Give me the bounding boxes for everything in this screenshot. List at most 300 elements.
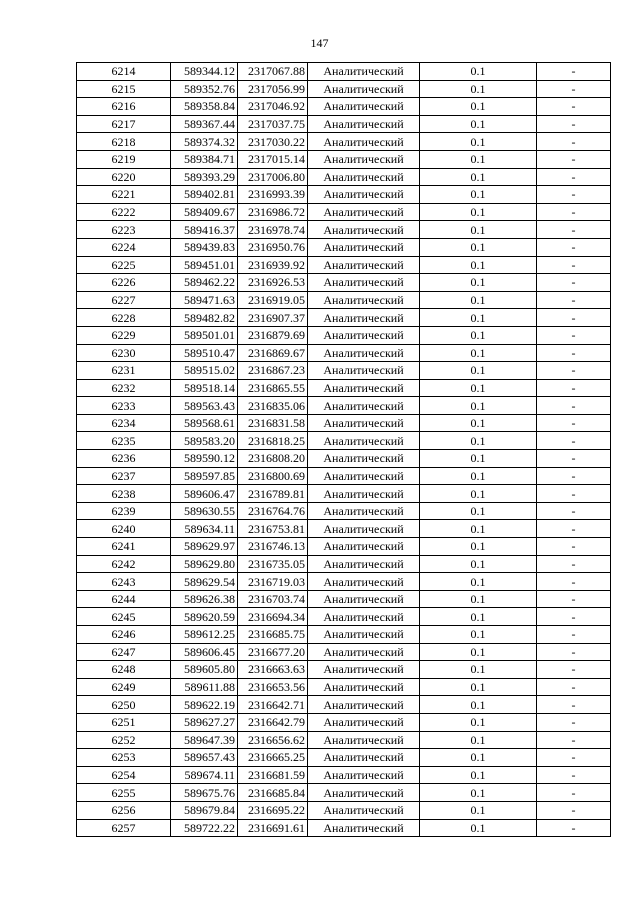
x-coordinate-cell: 589675.76 xyxy=(171,784,238,802)
point-number-cell: 6235 xyxy=(77,432,171,450)
method-cell: Аналитический xyxy=(308,819,420,837)
y-coordinate-cell: 2316800.69 xyxy=(238,467,308,485)
coordinates-table xyxy=(76,62,611,837)
note-cell: - xyxy=(537,626,611,644)
point-number-cell: 6219 xyxy=(77,150,171,168)
note-cell: - xyxy=(537,203,611,221)
point-number-cell: 6218 xyxy=(77,133,171,151)
y-coordinate-cell: 2317067.88 xyxy=(238,63,308,81)
method-cell: Аналитический xyxy=(308,309,420,327)
method-cell: Аналитический xyxy=(308,749,420,767)
x-coordinate-cell: 589626.38 xyxy=(171,590,238,608)
y-coordinate-cell: 2316835.06 xyxy=(238,397,308,415)
point-number-cell: 6217 xyxy=(77,115,171,133)
x-coordinate-cell: 589358.84 xyxy=(171,98,238,116)
table-row xyxy=(77,502,611,520)
table-row xyxy=(77,801,611,819)
method-cell: Аналитический xyxy=(308,713,420,731)
method-cell: Аналитический xyxy=(308,731,420,749)
point-number-cell: 6215 xyxy=(77,80,171,98)
note-cell: - xyxy=(537,538,611,556)
table-row xyxy=(77,256,611,274)
accuracy-cell: 0.1 xyxy=(420,538,537,556)
table-row xyxy=(77,590,611,608)
x-coordinate-cell: 589367.44 xyxy=(171,115,238,133)
y-coordinate-cell: 2316746.13 xyxy=(238,538,308,556)
x-coordinate-cell: 589451.01 xyxy=(171,256,238,274)
x-coordinate-cell: 589563.43 xyxy=(171,397,238,415)
accuracy-cell: 0.1 xyxy=(420,80,537,98)
method-cell: Аналитический xyxy=(308,626,420,644)
method-cell: Аналитический xyxy=(308,80,420,98)
method-cell: Аналитический xyxy=(308,801,420,819)
note-cell: - xyxy=(537,467,611,485)
note-cell: - xyxy=(537,608,611,626)
y-coordinate-cell: 2316753.81 xyxy=(238,520,308,538)
note-cell: - xyxy=(537,784,611,802)
note-cell: - xyxy=(537,819,611,837)
y-coordinate-cell: 2316656.62 xyxy=(238,731,308,749)
note-cell: - xyxy=(537,590,611,608)
table-row xyxy=(77,326,611,344)
x-coordinate-cell: 589518.14 xyxy=(171,379,238,397)
y-coordinate-cell: 2316869.67 xyxy=(238,344,308,362)
y-coordinate-cell: 2316764.76 xyxy=(238,502,308,520)
method-cell: Аналитический xyxy=(308,203,420,221)
note-cell: - xyxy=(537,432,611,450)
accuracy-cell: 0.1 xyxy=(420,608,537,626)
x-coordinate-cell: 589402.81 xyxy=(171,186,238,204)
accuracy-cell: 0.1 xyxy=(420,150,537,168)
table-row xyxy=(77,63,611,81)
point-number-cell: 6220 xyxy=(77,168,171,186)
method-cell: Аналитический xyxy=(308,362,420,380)
point-number-cell: 6243 xyxy=(77,573,171,591)
accuracy-cell: 0.1 xyxy=(420,801,537,819)
method-cell: Аналитический xyxy=(308,344,420,362)
table-row xyxy=(77,819,611,837)
y-coordinate-cell: 2316993.39 xyxy=(238,186,308,204)
accuracy-cell: 0.1 xyxy=(420,643,537,661)
note-cell: - xyxy=(537,696,611,714)
accuracy-cell: 0.1 xyxy=(420,819,537,837)
method-cell: Аналитический xyxy=(308,573,420,591)
x-coordinate-cell: 589657.43 xyxy=(171,749,238,767)
table-row xyxy=(77,678,611,696)
y-coordinate-cell: 2316691.61 xyxy=(238,819,308,837)
table-row xyxy=(77,238,611,256)
method-cell: Аналитический xyxy=(308,485,420,503)
method-cell: Аналитический xyxy=(308,238,420,256)
x-coordinate-cell: 589611.88 xyxy=(171,678,238,696)
point-number-cell: 6247 xyxy=(77,643,171,661)
accuracy-cell: 0.1 xyxy=(420,63,537,81)
point-number-cell: 6240 xyxy=(77,520,171,538)
y-coordinate-cell: 2316879.69 xyxy=(238,326,308,344)
method-cell: Аналитический xyxy=(308,590,420,608)
note-cell: - xyxy=(537,98,611,116)
point-number-cell: 6248 xyxy=(77,661,171,679)
x-coordinate-cell: 589482.82 xyxy=(171,309,238,327)
y-coordinate-cell: 2316677.20 xyxy=(238,643,308,661)
y-coordinate-cell: 2316818.25 xyxy=(238,432,308,450)
accuracy-cell: 0.1 xyxy=(420,115,537,133)
point-number-cell: 6236 xyxy=(77,450,171,468)
accuracy-cell: 0.1 xyxy=(420,766,537,784)
x-coordinate-cell: 589629.80 xyxy=(171,555,238,573)
accuracy-cell: 0.1 xyxy=(420,713,537,731)
note-cell: - xyxy=(537,326,611,344)
point-number-cell: 6245 xyxy=(77,608,171,626)
y-coordinate-cell: 2316685.75 xyxy=(238,626,308,644)
table-row xyxy=(77,485,611,503)
table-row xyxy=(77,784,611,802)
accuracy-cell: 0.1 xyxy=(420,256,537,274)
note-cell: - xyxy=(537,661,611,679)
table-row xyxy=(77,520,611,538)
point-number-cell: 6253 xyxy=(77,749,171,767)
method-cell: Аналитический xyxy=(308,502,420,520)
note-cell: - xyxy=(537,150,611,168)
method-cell: Аналитический xyxy=(308,168,420,186)
y-coordinate-cell: 2316735.05 xyxy=(238,555,308,573)
method-cell: Аналитический xyxy=(308,643,420,661)
y-coordinate-cell: 2317046.92 xyxy=(238,98,308,116)
method-cell: Аналитический xyxy=(308,784,420,802)
y-coordinate-cell: 2316703.74 xyxy=(238,590,308,608)
x-coordinate-cell: 589501.01 xyxy=(171,326,238,344)
point-number-cell: 6222 xyxy=(77,203,171,221)
y-coordinate-cell: 2317030.22 xyxy=(238,133,308,151)
table-row xyxy=(77,766,611,784)
x-coordinate-cell: 589471.63 xyxy=(171,291,238,309)
accuracy-cell: 0.1 xyxy=(420,326,537,344)
accuracy-cell: 0.1 xyxy=(420,362,537,380)
x-coordinate-cell: 589568.61 xyxy=(171,414,238,432)
x-coordinate-cell: 589612.25 xyxy=(171,626,238,644)
y-coordinate-cell: 2317015.14 xyxy=(238,150,308,168)
table-row xyxy=(77,379,611,397)
method-cell: Аналитический xyxy=(308,450,420,468)
y-coordinate-cell: 2316665.25 xyxy=(238,749,308,767)
x-coordinate-cell: 589393.29 xyxy=(171,168,238,186)
method-cell: Аналитический xyxy=(308,379,420,397)
y-coordinate-cell: 2316789.81 xyxy=(238,485,308,503)
method-cell: Аналитический xyxy=(308,133,420,151)
point-number-cell: 6227 xyxy=(77,291,171,309)
table-row xyxy=(77,555,611,573)
accuracy-cell: 0.1 xyxy=(420,221,537,239)
point-number-cell: 6233 xyxy=(77,397,171,415)
table-row xyxy=(77,98,611,116)
point-number-cell: 6224 xyxy=(77,238,171,256)
table-row xyxy=(77,150,611,168)
method-cell: Аналитический xyxy=(308,256,420,274)
y-coordinate-cell: 2316978.74 xyxy=(238,221,308,239)
note-cell: - xyxy=(537,379,611,397)
table-row xyxy=(77,432,611,450)
table-row xyxy=(77,608,611,626)
y-coordinate-cell: 2316653.56 xyxy=(238,678,308,696)
accuracy-cell: 0.1 xyxy=(420,520,537,538)
x-coordinate-cell: 589627.27 xyxy=(171,713,238,731)
method-cell: Аналитический xyxy=(308,555,420,573)
note-cell: - xyxy=(537,643,611,661)
x-coordinate-cell: 589674.11 xyxy=(171,766,238,784)
point-number-cell: 6216 xyxy=(77,98,171,116)
x-coordinate-cell: 589344.12 xyxy=(171,63,238,81)
method-cell: Аналитический xyxy=(308,150,420,168)
point-number-cell: 6256 xyxy=(77,801,171,819)
point-number-cell: 6226 xyxy=(77,274,171,292)
method-cell: Аналитический xyxy=(308,291,420,309)
y-coordinate-cell: 2316681.59 xyxy=(238,766,308,784)
point-number-cell: 6228 xyxy=(77,309,171,327)
y-coordinate-cell: 2316685.84 xyxy=(238,784,308,802)
note-cell: - xyxy=(537,555,611,573)
page-number: 147 xyxy=(310,36,329,50)
note-cell: - xyxy=(537,80,611,98)
x-coordinate-cell: 589620.59 xyxy=(171,608,238,626)
table-row xyxy=(77,221,611,239)
note-cell: - xyxy=(537,115,611,133)
table-row xyxy=(77,362,611,380)
accuracy-cell: 0.1 xyxy=(420,414,537,432)
y-coordinate-cell: 2316808.20 xyxy=(238,450,308,468)
method-cell: Аналитический xyxy=(308,397,420,415)
accuracy-cell: 0.1 xyxy=(420,661,537,679)
accuracy-cell: 0.1 xyxy=(420,696,537,714)
point-number-cell: 6221 xyxy=(77,186,171,204)
table-row xyxy=(77,309,611,327)
accuracy-cell: 0.1 xyxy=(420,168,537,186)
x-coordinate-cell: 589409.67 xyxy=(171,203,238,221)
x-coordinate-cell: 589374.32 xyxy=(171,133,238,151)
x-coordinate-cell: 589462.22 xyxy=(171,274,238,292)
point-number-cell: 6254 xyxy=(77,766,171,784)
x-coordinate-cell: 589384.71 xyxy=(171,150,238,168)
accuracy-cell: 0.1 xyxy=(420,203,537,221)
table-row xyxy=(77,450,611,468)
y-coordinate-cell: 2316926.53 xyxy=(238,274,308,292)
accuracy-cell: 0.1 xyxy=(420,432,537,450)
x-coordinate-cell: 589722.22 xyxy=(171,819,238,837)
y-coordinate-cell: 2316986.72 xyxy=(238,203,308,221)
note-cell: - xyxy=(537,520,611,538)
x-coordinate-cell: 589583.20 xyxy=(171,432,238,450)
table-row xyxy=(77,133,611,151)
accuracy-cell: 0.1 xyxy=(420,186,537,204)
note-cell: - xyxy=(537,186,611,204)
method-cell: Аналитический xyxy=(308,326,420,344)
accuracy-cell: 0.1 xyxy=(420,344,537,362)
accuracy-cell: 0.1 xyxy=(420,573,537,591)
point-number-cell: 6229 xyxy=(77,326,171,344)
method-cell: Аналитический xyxy=(308,432,420,450)
table-row xyxy=(77,626,611,644)
point-number-cell: 6257 xyxy=(77,819,171,837)
table-row xyxy=(77,731,611,749)
accuracy-cell: 0.1 xyxy=(420,309,537,327)
accuracy-cell: 0.1 xyxy=(420,133,537,151)
y-coordinate-cell: 2317037.75 xyxy=(238,115,308,133)
method-cell: Аналитический xyxy=(308,696,420,714)
table-row xyxy=(77,168,611,186)
accuracy-cell: 0.1 xyxy=(420,450,537,468)
note-cell: - xyxy=(537,450,611,468)
accuracy-cell: 0.1 xyxy=(420,379,537,397)
x-coordinate-cell: 589634.11 xyxy=(171,520,238,538)
x-coordinate-cell: 589629.97 xyxy=(171,538,238,556)
table-row xyxy=(77,397,611,415)
table-row xyxy=(77,414,611,432)
y-coordinate-cell: 2317056.99 xyxy=(238,80,308,98)
point-number-cell: 6246 xyxy=(77,626,171,644)
table-row xyxy=(77,538,611,556)
x-coordinate-cell: 589605.80 xyxy=(171,661,238,679)
point-number-cell: 6255 xyxy=(77,784,171,802)
method-cell: Аналитический xyxy=(308,678,420,696)
accuracy-cell: 0.1 xyxy=(420,98,537,116)
method-cell: Аналитический xyxy=(308,661,420,679)
coordinates-table-body xyxy=(77,63,611,837)
x-coordinate-cell: 589510.47 xyxy=(171,344,238,362)
x-coordinate-cell: 589515.02 xyxy=(171,362,238,380)
table-row xyxy=(77,661,611,679)
point-number-cell: 6237 xyxy=(77,467,171,485)
accuracy-cell: 0.1 xyxy=(420,590,537,608)
method-cell: Аналитический xyxy=(308,115,420,133)
point-number-cell: 6231 xyxy=(77,362,171,380)
y-coordinate-cell: 2316831.58 xyxy=(238,414,308,432)
point-number-cell: 6250 xyxy=(77,696,171,714)
x-coordinate-cell: 589606.45 xyxy=(171,643,238,661)
note-cell: - xyxy=(537,344,611,362)
accuracy-cell: 0.1 xyxy=(420,274,537,292)
accuracy-cell: 0.1 xyxy=(420,291,537,309)
table-row xyxy=(77,696,611,714)
note-cell: - xyxy=(537,238,611,256)
table-row xyxy=(77,713,611,731)
accuracy-cell: 0.1 xyxy=(420,485,537,503)
method-cell: Аналитический xyxy=(308,608,420,626)
y-coordinate-cell: 2316694.34 xyxy=(238,608,308,626)
y-coordinate-cell: 2316719.03 xyxy=(238,573,308,591)
note-cell: - xyxy=(537,362,611,380)
method-cell: Аналитический xyxy=(308,63,420,81)
y-coordinate-cell: 2316939.92 xyxy=(238,256,308,274)
point-number-cell: 6241 xyxy=(77,538,171,556)
x-coordinate-cell: 589630.55 xyxy=(171,502,238,520)
method-cell: Аналитический xyxy=(308,467,420,485)
y-coordinate-cell: 2316642.71 xyxy=(238,696,308,714)
table-row xyxy=(77,186,611,204)
method-cell: Аналитический xyxy=(308,766,420,784)
y-coordinate-cell: 2316663.63 xyxy=(238,661,308,679)
table-row xyxy=(77,291,611,309)
note-cell: - xyxy=(537,731,611,749)
note-cell: - xyxy=(537,309,611,327)
note-cell: - xyxy=(537,678,611,696)
accuracy-cell: 0.1 xyxy=(420,397,537,415)
accuracy-cell: 0.1 xyxy=(420,238,537,256)
note-cell: - xyxy=(537,573,611,591)
note-cell: - xyxy=(537,274,611,292)
note-cell: - xyxy=(537,291,611,309)
table-row xyxy=(77,344,611,362)
point-number-cell: 6223 xyxy=(77,221,171,239)
accuracy-cell: 0.1 xyxy=(420,678,537,696)
accuracy-cell: 0.1 xyxy=(420,555,537,573)
x-coordinate-cell: 589647.39 xyxy=(171,731,238,749)
method-cell: Аналитический xyxy=(308,186,420,204)
point-number-cell: 6249 xyxy=(77,678,171,696)
note-cell: - xyxy=(537,256,611,274)
note-cell: - xyxy=(537,801,611,819)
point-number-cell: 6242 xyxy=(77,555,171,573)
y-coordinate-cell: 2316919.05 xyxy=(238,291,308,309)
point-number-cell: 6230 xyxy=(77,344,171,362)
y-coordinate-cell: 2316867.23 xyxy=(238,362,308,380)
y-coordinate-cell: 2316907.37 xyxy=(238,309,308,327)
point-number-cell: 6238 xyxy=(77,485,171,503)
point-number-cell: 6244 xyxy=(77,590,171,608)
y-coordinate-cell: 2316865.55 xyxy=(238,379,308,397)
x-coordinate-cell: 589679.84 xyxy=(171,801,238,819)
note-cell: - xyxy=(537,414,611,432)
table-row xyxy=(77,115,611,133)
x-coordinate-cell: 589629.54 xyxy=(171,573,238,591)
method-cell: Аналитический xyxy=(308,274,420,292)
method-cell: Аналитический xyxy=(308,414,420,432)
x-coordinate-cell: 589416.37 xyxy=(171,221,238,239)
y-coordinate-cell: 2316642.79 xyxy=(238,713,308,731)
note-cell: - xyxy=(537,63,611,81)
table-row xyxy=(77,203,611,221)
table-row xyxy=(77,467,611,485)
note-cell: - xyxy=(537,168,611,186)
method-cell: Аналитический xyxy=(308,538,420,556)
table-row xyxy=(77,643,611,661)
note-cell: - xyxy=(537,502,611,520)
accuracy-cell: 0.1 xyxy=(420,731,537,749)
note-cell: - xyxy=(537,397,611,415)
note-cell: - xyxy=(537,133,611,151)
y-coordinate-cell: 2316950.76 xyxy=(238,238,308,256)
table-row xyxy=(77,274,611,292)
point-number-cell: 6251 xyxy=(77,713,171,731)
accuracy-cell: 0.1 xyxy=(420,626,537,644)
accuracy-cell: 0.1 xyxy=(420,467,537,485)
note-cell: - xyxy=(537,749,611,767)
point-number-cell: 6214 xyxy=(77,63,171,81)
accuracy-cell: 0.1 xyxy=(420,749,537,767)
y-coordinate-cell: 2317006.80 xyxy=(238,168,308,186)
table-row xyxy=(77,749,611,767)
point-number-cell: 6232 xyxy=(77,379,171,397)
accuracy-cell: 0.1 xyxy=(420,502,537,520)
x-coordinate-cell: 589439.83 xyxy=(171,238,238,256)
note-cell: - xyxy=(537,221,611,239)
method-cell: Аналитический xyxy=(308,98,420,116)
method-cell: Аналитический xyxy=(308,520,420,538)
method-cell: Аналитический xyxy=(308,221,420,239)
note-cell: - xyxy=(537,485,611,503)
x-coordinate-cell: 589352.76 xyxy=(171,80,238,98)
point-number-cell: 6252 xyxy=(77,731,171,749)
table-row xyxy=(77,573,611,591)
note-cell: - xyxy=(537,713,611,731)
